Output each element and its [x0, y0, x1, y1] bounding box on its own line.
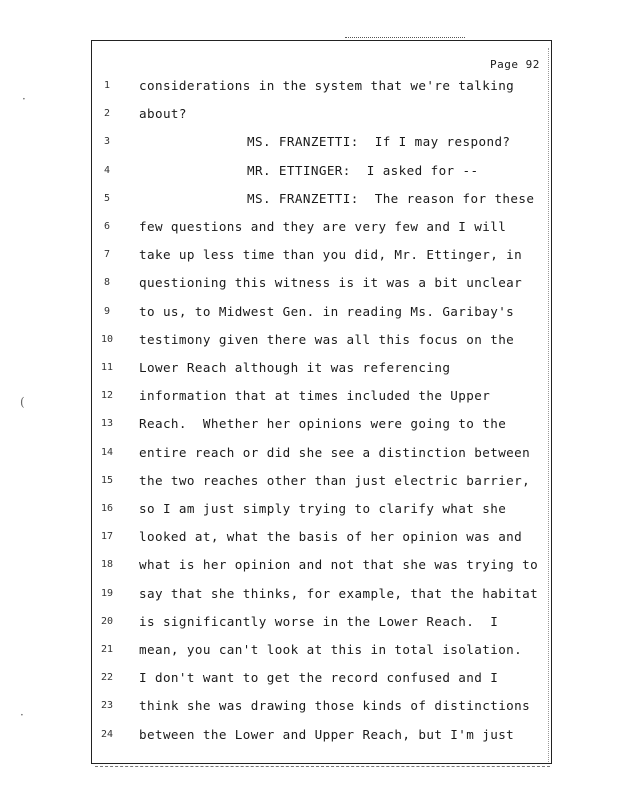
transcript-line: testimony given there was all this focus on the — [139, 331, 515, 347]
scan-artifact-bottom — [95, 766, 550, 770]
transcript-line: Lower Reach although it was referencing — [139, 360, 451, 375]
scan-artifact-right-edge — [548, 48, 550, 762]
transcript-line: to us, to Midwest Gen. in reading Ms. Garibay's — [139, 303, 515, 319]
transcript-line: considerations in the system that we're talking — [139, 78, 515, 93]
line-number: 17 — [100, 531, 114, 543]
line-number: 15 — [100, 474, 114, 486]
transcript-line: about? — [139, 106, 187, 122]
transcript-line: so I am just simply trying to clarify what she — [139, 501, 507, 516]
transcript-line: looked at, what the basis of her opinion was and — [139, 529, 523, 545]
transcript-line: questioning this witness is it was a bit unclear — [139, 275, 523, 291]
line-number: 3 — [103, 136, 111, 148]
line-number: 8 — [103, 277, 111, 289]
transcript-line: say that she thinks, for example, that the habitat — [139, 585, 539, 601]
line-number: 7 — [103, 249, 111, 261]
line-number: 14 — [100, 446, 114, 458]
line-number: 21 — [100, 644, 114, 655]
line-number: 6 — [103, 221, 111, 232]
transcript-line: MS. FRANZETTI: The reason for these — [247, 190, 535, 206]
transcript-line: few questions and they are very few and I will — [139, 219, 507, 234]
line-number: 1 — [103, 80, 111, 91]
transcript-line: entire reach or did she see a distinction between — [139, 444, 531, 460]
transcript-line: between the Lower and Upper Reach, but I'm just — [139, 726, 515, 742]
binding-hole-mark-top: · — [22, 92, 26, 106]
binding-hole-mark-bottom: · — [20, 708, 24, 722]
page-number: Page 92 — [490, 58, 540, 71]
line-number: 11 — [100, 362, 114, 373]
transcript-line: Reach. Whether her opinions were going to the — [139, 416, 507, 432]
transcript-line: MS. FRANZETTI: If I may respond? — [247, 134, 511, 150]
line-number: 5 — [103, 192, 111, 204]
transcript-line: mean, you can't look at this in total isolation. — [139, 642, 523, 657]
line-number: 16 — [100, 503, 114, 514]
line-number: 2 — [103, 108, 111, 120]
binding-hole-mark-middle: ( — [20, 395, 25, 409]
line-number: 12 — [100, 390, 114, 402]
line-number: 22 — [100, 672, 114, 684]
transcript-line: information that at times included the Upper — [139, 388, 491, 404]
line-number: 9 — [103, 305, 111, 317]
line-number: 10 — [100, 333, 114, 345]
line-number: 19 — [100, 587, 114, 599]
line-number: 18 — [100, 559, 114, 571]
transcript-line: take up less time than you did, Mr. Ettinger, in — [139, 247, 523, 263]
transcript-line: what is her opinion and not that she was trying to — [139, 557, 539, 573]
line-number: 4 — [103, 164, 111, 176]
scan-artifact-top — [345, 37, 465, 41]
line-number: 13 — [100, 418, 114, 430]
line-number: 20 — [100, 615, 114, 627]
transcript-line: I don't want to get the record confused and I — [139, 670, 499, 686]
transcript-line: think she was drawing those kinds of distinctions — [139, 698, 531, 714]
line-number: 23 — [100, 700, 114, 712]
transcript-line: the two reaches other than just electric barrier, — [139, 472, 531, 488]
transcript-line: MR. ETTINGER: I asked for -- — [247, 162, 479, 178]
line-number: 24 — [100, 728, 114, 740]
transcript-line: is significantly worse in the Lower Reach. I — [139, 613, 499, 629]
